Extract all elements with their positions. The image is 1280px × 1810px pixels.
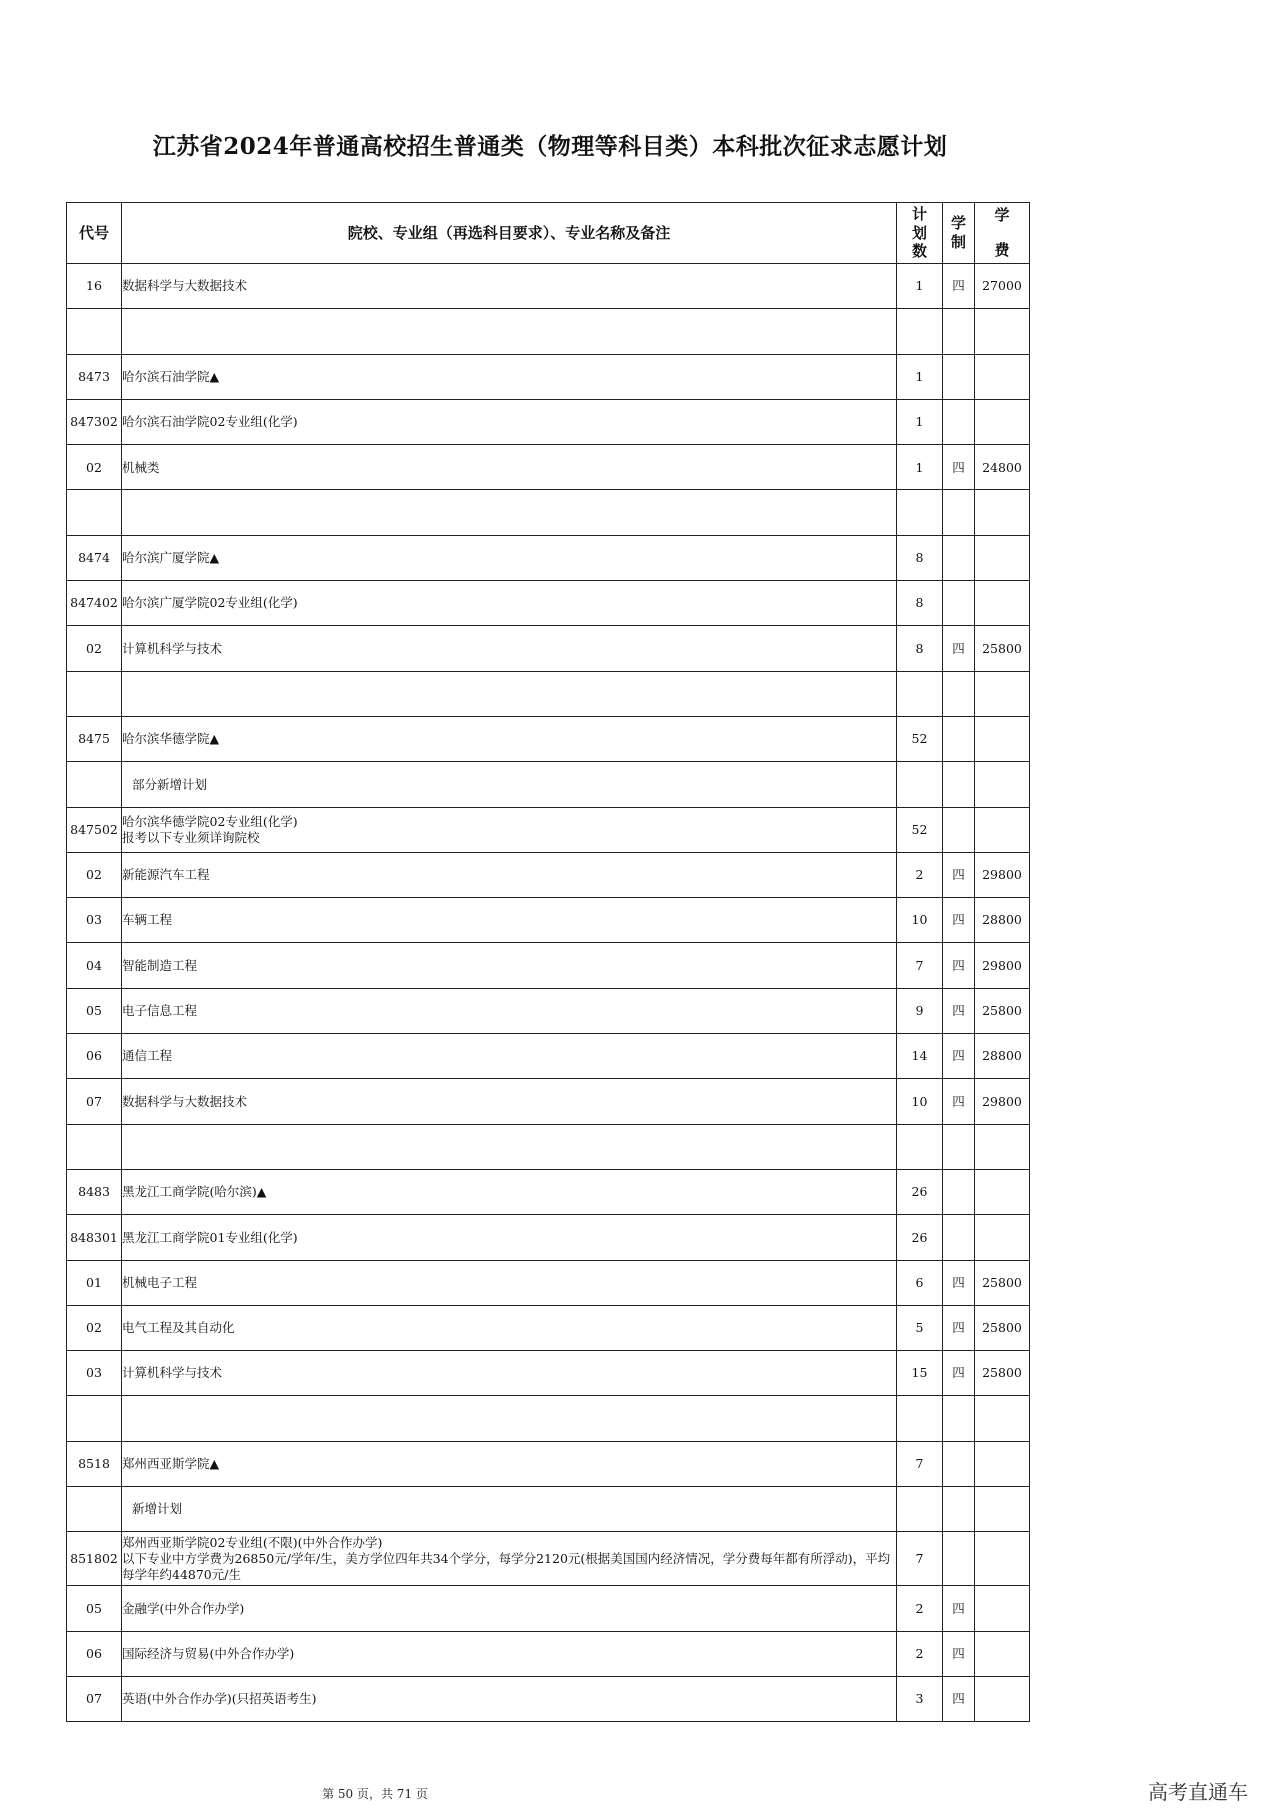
table-row [67, 264, 1030, 309]
row-note-line: 以下专业中方学费为26850元/学年/生，美方学位四年共34个学分，每学分2120元(根据美国国内经济情况，学分费每年都有所浮动)，平均每学年约44870元/生 [122, 1551, 891, 1582]
table-row [67, 988, 1030, 1033]
row-code: 03 [67, 898, 122, 943]
row-plan-count: 1 [897, 264, 943, 309]
row-system [943, 671, 975, 716]
row-fee: 25800 [975, 988, 1030, 1033]
row-plan-count: 8 [897, 535, 943, 580]
row-system [943, 762, 975, 807]
row-plan-count: 15 [897, 1351, 943, 1396]
row-plan-count: 10 [897, 1079, 943, 1124]
row-name-line: 电气工程及其自动化 [122, 1320, 235, 1336]
row-system [943, 1215, 975, 1260]
row-code: 05 [67, 988, 122, 1033]
header-plan-count: 计 划 数 [897, 203, 943, 264]
row-code: 847402 [67, 581, 122, 626]
row-system: 四 [943, 943, 975, 988]
table-row [67, 309, 1030, 354]
row-plan-count: 5 [897, 1305, 943, 1350]
row-system: 四 [943, 1586, 975, 1631]
row-system: 四 [943, 1676, 975, 1721]
row-system: 四 [943, 1260, 975, 1305]
row-name [122, 490, 897, 535]
row-fee [975, 716, 1030, 761]
row-name [122, 1441, 897, 1486]
row-plan-count: 6 [897, 1260, 943, 1305]
row-name-line: 金融学(中外合作办学) [122, 1600, 245, 1616]
row-fee [975, 807, 1030, 852]
table-row [67, 852, 1030, 897]
row-name [122, 581, 897, 626]
table-row [67, 807, 1030, 852]
row-name-line: 黑龙江工商学院01专业组(化学) [122, 1229, 298, 1245]
enrollment-plan-table [66, 202, 1030, 1722]
row-plan-count: 2 [897, 1586, 943, 1631]
row-name-line: 机械类 [122, 459, 160, 475]
row-code [67, 490, 122, 535]
row-system [943, 399, 975, 444]
row-plan-count: 1 [897, 399, 943, 444]
table-row [67, 445, 1030, 490]
row-name-line: 哈尔滨石油学院02专业组(化学) [122, 414, 298, 430]
row-fee [975, 1441, 1030, 1486]
row-name [122, 807, 897, 852]
row-system: 四 [943, 988, 975, 1033]
row-name [122, 1532, 897, 1586]
row-fee: 29800 [975, 1079, 1030, 1124]
table-row [67, 1215, 1030, 1260]
row-name-line: 国际经济与贸易(中外合作办学) [122, 1645, 295, 1661]
table-row [67, 490, 1030, 535]
row-name [122, 716, 897, 761]
row-system: 四 [943, 1351, 975, 1396]
row-system: 四 [943, 1631, 975, 1676]
row-code: 8473 [67, 354, 122, 399]
header-system: 学 制 [943, 203, 975, 264]
row-name-line: 数据科学与大数据技术 [122, 278, 248, 294]
row-fee [975, 762, 1030, 807]
row-fee [975, 581, 1030, 626]
row-system [943, 1532, 975, 1586]
row-name [122, 1396, 897, 1441]
row-code [67, 762, 122, 807]
table-row [67, 1169, 1030, 1214]
row-system [943, 716, 975, 761]
row-name-line: 新增计划 [132, 1501, 183, 1517]
row-code: 848301 [67, 1215, 122, 1260]
row-plan-count [897, 762, 943, 807]
row-code: 847302 [67, 399, 122, 444]
row-plan-count [897, 671, 943, 716]
page-number: 第 50 页，共 71 页 [322, 1787, 428, 1801]
row-name [122, 264, 897, 309]
row-code: 8475 [67, 716, 122, 761]
row-fee [975, 1586, 1030, 1631]
row-name-line: 电子信息工程 [122, 1003, 198, 1019]
table-row [67, 1396, 1030, 1441]
row-fee [975, 1215, 1030, 1260]
row-code: 8518 [67, 1441, 122, 1486]
row-system: 四 [943, 898, 975, 943]
row-code [67, 1487, 122, 1532]
page-footer [0, 1785, 1280, 1802]
row-name-line: 机械电子工程 [122, 1274, 198, 1290]
row-plan-count: 7 [897, 1532, 943, 1586]
row-name [122, 535, 897, 580]
row-name [122, 445, 897, 490]
row-code: 847502 [67, 807, 122, 852]
row-system [943, 490, 975, 535]
row-code: 04 [67, 943, 122, 988]
table-row [67, 1351, 1030, 1396]
row-fee [975, 490, 1030, 535]
table-row [67, 1631, 1030, 1676]
row-name-line: 计算机科学与技术 [122, 640, 223, 656]
header-name: 院校、专业组（再选科目要求）、专业名称及备注 [122, 203, 897, 264]
table-row [67, 399, 1030, 444]
row-fee [975, 309, 1030, 354]
row-code [67, 671, 122, 716]
row-fee: 25800 [975, 1351, 1030, 1396]
row-code [67, 1396, 122, 1441]
row-name-line: 哈尔滨华德学院▲ [122, 731, 220, 747]
row-name [122, 309, 897, 354]
row-plan-count: 1 [897, 445, 943, 490]
row-fee [975, 535, 1030, 580]
row-system [943, 1169, 975, 1214]
watermark-logo: 高考直通车 [1148, 1780, 1248, 1804]
row-fee [975, 1124, 1030, 1169]
table-row [67, 581, 1030, 626]
table-row [67, 762, 1030, 807]
table-row [67, 535, 1030, 580]
table-row [67, 898, 1030, 943]
table-row [67, 716, 1030, 761]
row-name [122, 399, 897, 444]
row-code: 02 [67, 445, 122, 490]
row-system: 四 [943, 852, 975, 897]
row-name [122, 1215, 897, 1260]
header-fee: 学 费 [975, 203, 1030, 264]
table-body [67, 264, 1030, 1722]
row-fee: 29800 [975, 943, 1030, 988]
row-name [122, 852, 897, 897]
row-name-line: 智能制造工程 [122, 957, 198, 973]
table-row [67, 354, 1030, 399]
row-fee [975, 1487, 1030, 1532]
row-system [943, 1396, 975, 1441]
row-name [122, 988, 897, 1033]
row-name [122, 1079, 897, 1124]
row-system [943, 1441, 975, 1486]
table-row [67, 1586, 1030, 1631]
row-plan-count: 10 [897, 898, 943, 943]
row-code [67, 309, 122, 354]
row-fee [975, 671, 1030, 716]
row-system [943, 1124, 975, 1169]
row-code: 02 [67, 626, 122, 671]
row-plan-count [897, 1124, 943, 1169]
row-name [122, 1676, 897, 1721]
row-name-line: 通信工程 [122, 1048, 173, 1064]
row-fee [975, 1396, 1030, 1441]
row-name [122, 1260, 897, 1305]
row-fee: 27000 [975, 264, 1030, 309]
row-plan-count: 9 [897, 988, 943, 1033]
row-name-line: 哈尔滨华德学院02专业组(化学) [122, 814, 298, 830]
table-row [67, 671, 1030, 716]
row-name-line: 数据科学与大数据技术 [122, 1093, 248, 1109]
row-system [943, 309, 975, 354]
row-name-line: 部分新增计划 [132, 776, 208, 792]
row-plan-count [897, 309, 943, 354]
row-note-line: 报考以下专业须详询院校 [122, 829, 260, 845]
row-name-line: 哈尔滨广厦学院▲ [122, 550, 220, 566]
row-system [943, 807, 975, 852]
row-fee: 28800 [975, 1034, 1030, 1079]
row-code [67, 1124, 122, 1169]
row-name [122, 1631, 897, 1676]
row-fee: 25800 [975, 626, 1030, 671]
row-system: 四 [943, 1034, 975, 1079]
table-row [67, 943, 1030, 988]
row-name [122, 898, 897, 943]
row-plan-count: 7 [897, 943, 943, 988]
row-name [122, 1124, 897, 1169]
row-fee [975, 1631, 1030, 1676]
table-row [67, 1124, 1030, 1169]
row-name [122, 1169, 897, 1214]
row-name-line: 哈尔滨石油学院▲ [122, 368, 220, 384]
row-fee: 24800 [975, 445, 1030, 490]
table-row [67, 1676, 1030, 1721]
row-plan-count: 8 [897, 626, 943, 671]
row-plan-count: 2 [897, 1631, 943, 1676]
row-name [122, 943, 897, 988]
row-system [943, 1487, 975, 1532]
row-fee: 28800 [975, 898, 1030, 943]
row-system: 四 [943, 626, 975, 671]
table-row [67, 1305, 1030, 1350]
row-fee: 25800 [975, 1260, 1030, 1305]
row-plan-count: 52 [897, 807, 943, 852]
row-fee [975, 354, 1030, 399]
row-system: 四 [943, 1305, 975, 1350]
row-name-line: 新能源汽车工程 [122, 867, 210, 883]
row-name [122, 1034, 897, 1079]
row-code: 07 [67, 1079, 122, 1124]
row-name [122, 1351, 897, 1396]
row-fee [975, 1169, 1030, 1214]
row-name-line: 车辆工程 [122, 912, 173, 928]
row-code: 05 [67, 1586, 122, 1631]
row-name-line: 黑龙江工商学院(哈尔滨)▲ [122, 1184, 267, 1200]
row-name [122, 354, 897, 399]
row-code: 02 [67, 852, 122, 897]
row-fee [975, 1676, 1030, 1721]
table-row [67, 1441, 1030, 1486]
row-fee [975, 1532, 1030, 1586]
row-system: 四 [943, 1079, 975, 1124]
table-header-row [67, 203, 1030, 264]
row-name [122, 1487, 897, 1532]
row-plan-count: 52 [897, 716, 943, 761]
row-plan-count: 1 [897, 354, 943, 399]
row-name [122, 671, 897, 716]
row-code: 851802 [67, 1532, 122, 1586]
row-plan-count: 26 [897, 1215, 943, 1260]
row-code: 06 [67, 1034, 122, 1079]
row-name [122, 1586, 897, 1631]
row-plan-count [897, 490, 943, 535]
row-code: 8483 [67, 1169, 122, 1214]
row-plan-count: 3 [897, 1676, 943, 1721]
row-plan-count: 7 [897, 1441, 943, 1486]
row-plan-count: 14 [897, 1034, 943, 1079]
row-plan-count: 8 [897, 581, 943, 626]
row-name-line: 计算机科学与技术 [122, 1365, 223, 1381]
row-name [122, 626, 897, 671]
row-name-line: 郑州西亚斯学院▲ [122, 1456, 220, 1472]
table-row [67, 1034, 1030, 1079]
row-system: 四 [943, 264, 975, 309]
row-name-line: 英语(中外合作办学)(只招英语考生) [122, 1691, 317, 1707]
row-fee [975, 399, 1030, 444]
row-name-line: 哈尔滨广厦学院02专业组(化学) [122, 595, 298, 611]
row-plan-count: 26 [897, 1169, 943, 1214]
table-row [67, 1260, 1030, 1305]
row-system [943, 535, 975, 580]
row-code: 03 [67, 1351, 122, 1396]
row-system [943, 354, 975, 399]
row-name [122, 1305, 897, 1350]
row-fee: 25800 [975, 1305, 1030, 1350]
row-code: 16 [67, 264, 122, 309]
row-name-line: 郑州西亚斯学院02专业组(不限)(中外合作办学) [122, 1535, 383, 1551]
row-code: 06 [67, 1631, 122, 1676]
row-system: 四 [943, 445, 975, 490]
row-plan-count [897, 1487, 943, 1532]
row-code: 01 [67, 1260, 122, 1305]
page-title: 江苏省2024年普通高校招生普通类（物理等科目类）本科批次征求志愿计划 [152, 133, 948, 160]
table-row [67, 626, 1030, 671]
row-code: 07 [67, 1676, 122, 1721]
row-fee: 29800 [975, 852, 1030, 897]
row-code: 02 [67, 1305, 122, 1350]
row-plan-count: 2 [897, 852, 943, 897]
row-plan-count [897, 1396, 943, 1441]
table-row [67, 1487, 1030, 1532]
table-row [67, 1532, 1030, 1586]
header-code: 代号 [67, 203, 122, 264]
row-system [943, 581, 975, 626]
row-code: 8474 [67, 535, 122, 580]
table-row [67, 1079, 1030, 1124]
row-name [122, 762, 897, 807]
